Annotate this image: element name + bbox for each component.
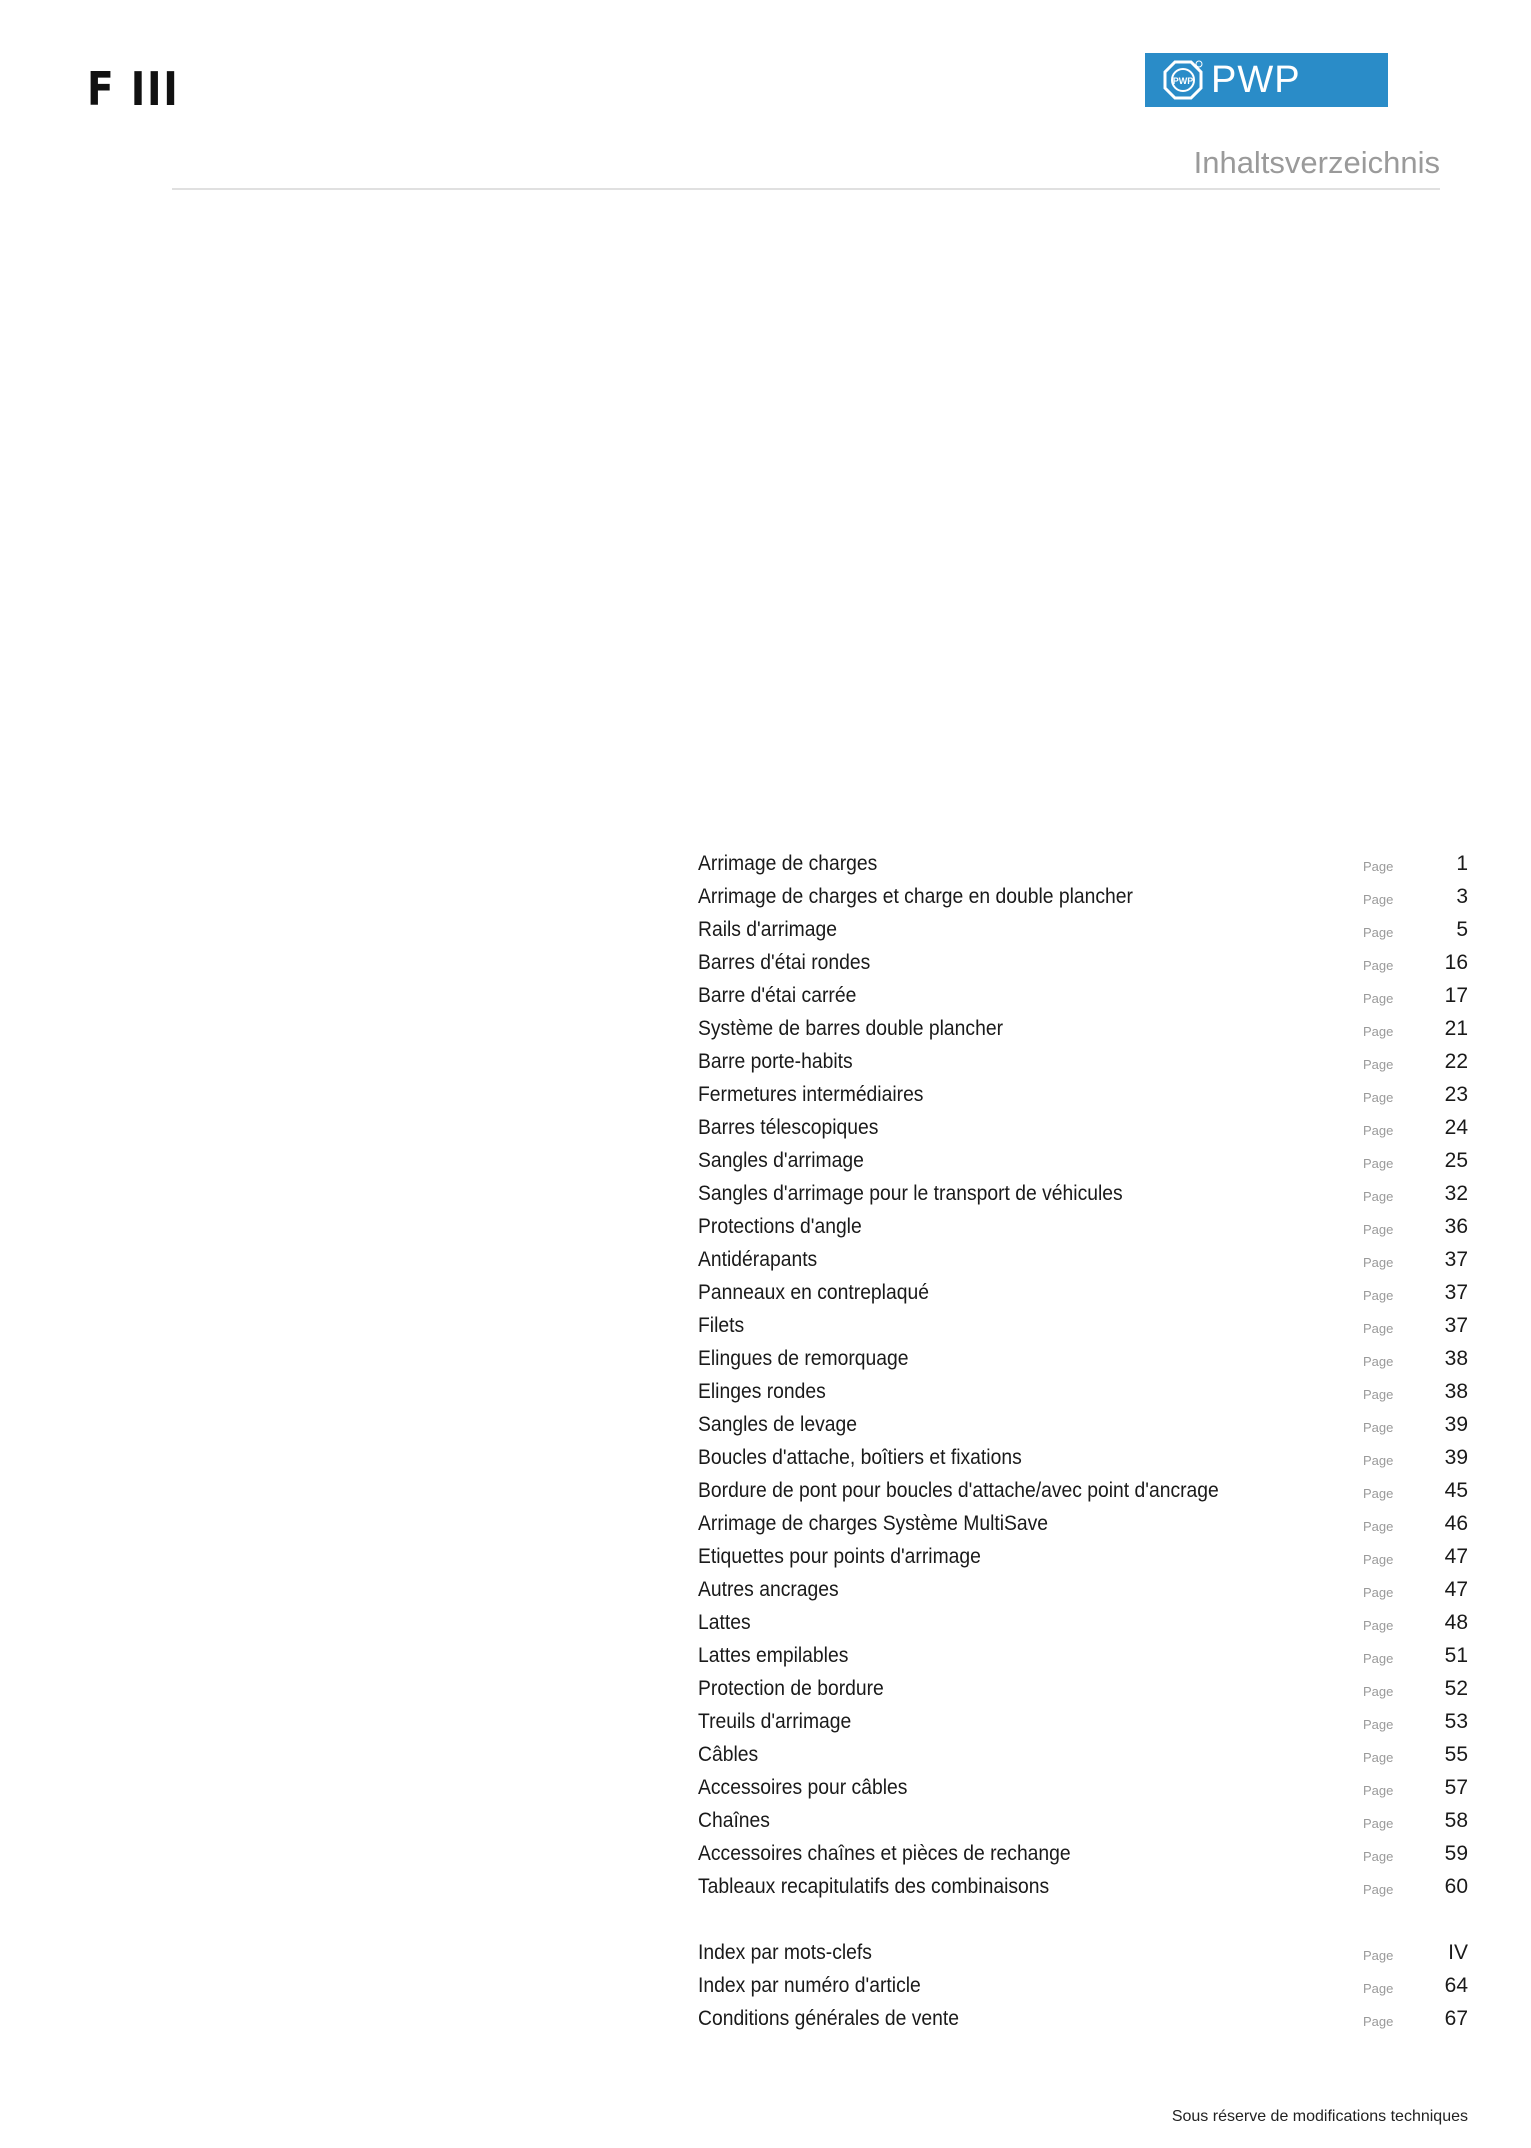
- section-title: Inhaltsverzeichnis: [1193, 145, 1440, 180]
- toc-entry: [698, 847, 1468, 880]
- header-divider: [172, 188, 1440, 190]
- toc-entry-title: Arrimage de charges Système MultiSave: [698, 1512, 1049, 1535]
- toc-entry-title: Barre d'étai carrée: [698, 984, 857, 1007]
- toc-entry: [698, 1177, 1468, 1210]
- toc-main-list: [698, 847, 1468, 1903]
- toc-page-label: Page: [1363, 1486, 1394, 1501]
- toc-entry: [698, 1309, 1468, 1342]
- toc-page-label: Page: [1363, 859, 1394, 874]
- toc-entry-title: Autres ancrages: [698, 1578, 839, 1601]
- toc-entry-title: Protection de bordure: [698, 1677, 884, 1700]
- toc-page-label: Page: [1363, 1816, 1394, 1831]
- toc-entry: [698, 1375, 1468, 1408]
- toc-page-label: Page: [1363, 1123, 1394, 1138]
- toc-page-number: 39: [1444, 1413, 1468, 1436]
- toc-page-number: 37: [1444, 1314, 1468, 1337]
- toc-page-number: 39: [1444, 1446, 1468, 1469]
- toc-entry-title: Tableaux recapitulatifs des combinaisons: [698, 1875, 1050, 1898]
- toc-page-number: 38: [1444, 1347, 1468, 1370]
- toc-entry-title: Barre porte-habits: [698, 1050, 853, 1073]
- toc-entry: [698, 1870, 1468, 1903]
- toc-page-number: 60: [1444, 1875, 1468, 1898]
- toc-entry-title: Sangles d'arrimage pour le transport de véhicules: [698, 1182, 1123, 1205]
- toc-page-label: Page: [1363, 1090, 1394, 1105]
- toc-entry-title: Barres d'étai rondes: [698, 951, 871, 974]
- toc-entry: [698, 1936, 1468, 1969]
- toc-entry: [698, 913, 1468, 946]
- toc-page-number: 57: [1444, 1776, 1468, 1799]
- toc-page-label: Page: [1363, 1981, 1394, 1996]
- toc-entry-title: Lattes empilables: [698, 1644, 849, 1667]
- toc-entry: [698, 946, 1468, 979]
- toc-entry-title: Lattes: [698, 1611, 751, 1634]
- toc-entry-title: Accessoires chaînes et pièces de rechange: [698, 1842, 1071, 1865]
- toc-page-label: Page: [1363, 1750, 1394, 1765]
- toc-entry: [698, 1078, 1468, 1111]
- toc-page-number: 38: [1444, 1380, 1468, 1403]
- toc-entry-title: Protections d'angle: [698, 1215, 862, 1238]
- toc-entry-title: Antidérapants: [698, 1248, 818, 1271]
- toc-entry: [698, 1507, 1468, 1540]
- toc-entry: [698, 1012, 1468, 1045]
- toc-entry-title: Elingues de remorquage: [698, 1347, 909, 1370]
- toc-page-number: 67: [1444, 2007, 1468, 2030]
- toc-page-number: 21: [1444, 1017, 1468, 1040]
- toc-page-label: Page: [1363, 1354, 1394, 1369]
- toc-entry-title: Accessoires pour câbles: [698, 1776, 908, 1799]
- toc-entry: [698, 1705, 1468, 1738]
- toc-page-label: Page: [1363, 1288, 1394, 1303]
- toc-entry: [698, 1804, 1468, 1837]
- toc-page-number: 48: [1444, 1611, 1468, 1634]
- toc-entry: [698, 1276, 1468, 1309]
- toc-entry: [698, 1342, 1468, 1375]
- toc-page-number: 47: [1444, 1578, 1468, 1601]
- toc-entry-title: Conditions générales de vente: [698, 2007, 960, 2030]
- toc-entry: [698, 1969, 1468, 2002]
- toc-page-label: Page: [1363, 1552, 1394, 1567]
- toc-page-number: 51: [1444, 1644, 1468, 1667]
- toc-entry: [698, 979, 1468, 1012]
- toc-entry: [698, 880, 1468, 913]
- toc-entry-title: Sangles de levage: [698, 1413, 857, 1436]
- toc-page-number: 1: [1456, 852, 1468, 875]
- toc-gap: [698, 1903, 1468, 1936]
- toc-page-number: 22: [1444, 1050, 1468, 1073]
- toc-page-number: IV: [1448, 1941, 1468, 1964]
- toc-page-number: 64: [1444, 1974, 1468, 1997]
- toc-entry-title: Câbles: [698, 1743, 759, 1766]
- toc-entry-title: Index par numéro d'article: [698, 1974, 921, 1997]
- toc-entry-title: Filets: [698, 1314, 745, 1337]
- toc-entry-title: Arrimage de charges et charge en double plancher: [698, 885, 1133, 908]
- toc-page-number: 17: [1444, 984, 1468, 1007]
- toc-page-number: 37: [1444, 1281, 1468, 1304]
- toc-page-number: 45: [1444, 1479, 1468, 1502]
- toc-index-list: [698, 1936, 1468, 2035]
- pwp-logo: [1145, 53, 1388, 107]
- toc-page-label: Page: [1363, 991, 1394, 1006]
- toc-entry-title: Système de barres double plancher: [698, 1017, 1004, 1040]
- toc-page-label: Page: [1363, 1057, 1394, 1072]
- toc-page-number: 53: [1444, 1710, 1468, 1733]
- toc-page-number: 3: [1456, 885, 1468, 908]
- toc-page-label: Page: [1363, 1024, 1394, 1039]
- toc-entry: [698, 1045, 1468, 1078]
- toc-page-label: Page: [1363, 925, 1394, 940]
- toc-page-label: Page: [1363, 1849, 1394, 1864]
- toc-page-label: Page: [1363, 1519, 1394, 1534]
- toc-entry: [698, 1573, 1468, 1606]
- toc-page-label: Page: [1363, 1156, 1394, 1171]
- toc-entry-title: Boucles d'attache, boîtiers et fixations: [698, 1446, 1022, 1469]
- toc-entry: [698, 1408, 1468, 1441]
- toc-page-label: Page: [1363, 1783, 1394, 1798]
- toc-entry-title: Barres télescopiques: [698, 1116, 879, 1139]
- toc-page-number: 46: [1444, 1512, 1468, 1535]
- toc-page-label: Page: [1363, 1255, 1394, 1270]
- toc-entry: [698, 2002, 1468, 2035]
- toc-page-label: Page: [1363, 1189, 1394, 1204]
- toc-entry: [698, 1672, 1468, 1705]
- toc-entry-title: Index par mots-clefs: [698, 1941, 872, 1964]
- toc-page-number: 37: [1444, 1248, 1468, 1271]
- toc-page-number: 47: [1444, 1545, 1468, 1568]
- toc-entry: [698, 1771, 1468, 1804]
- toc-page-label: Page: [1363, 1387, 1394, 1402]
- toc-page-label: Page: [1363, 1420, 1394, 1435]
- toc-entry-title: Panneaux en contreplaqué: [698, 1281, 929, 1304]
- toc-entry: [698, 1540, 1468, 1573]
- pwp-shield-icon: [1163, 60, 1203, 100]
- toc-entry: [698, 1243, 1468, 1276]
- toc-page-number: 23: [1444, 1083, 1468, 1106]
- toc-entry: [698, 1639, 1468, 1672]
- toc-page-number: 52: [1444, 1677, 1468, 1700]
- page-id: F III: [87, 62, 180, 116]
- toc-page-number: 32: [1444, 1182, 1468, 1205]
- toc-entry: [698, 1144, 1468, 1177]
- toc-entry-title: Rails d'arrimage: [698, 918, 837, 941]
- toc-entry: [698, 1606, 1468, 1639]
- toc-entry-title: Etiquettes pour points d'arrimage: [698, 1545, 981, 1568]
- toc-page-label: Page: [1363, 1222, 1394, 1237]
- toc-page-number: 5: [1456, 918, 1468, 941]
- toc-page-number: 55: [1444, 1743, 1468, 1766]
- toc-page-number: 24: [1444, 1116, 1468, 1139]
- toc-page-label: Page: [1363, 958, 1394, 973]
- toc-page-label: Page: [1363, 1618, 1394, 1633]
- toc-entry: [698, 1474, 1468, 1507]
- toc-page-number: 25: [1444, 1149, 1468, 1172]
- toc-page-label: Page: [1363, 1948, 1394, 1963]
- footer-note: Sous réserve de modifications techniques: [1171, 2108, 1468, 2125]
- toc-page-label: Page: [1363, 1453, 1394, 1468]
- toc-entry-title: Elinges rondes: [698, 1380, 826, 1403]
- toc-page-label: Page: [1363, 892, 1394, 907]
- logo-text: PWP: [1211, 58, 1301, 101]
- toc-page-label: Page: [1363, 1717, 1394, 1732]
- toc-entry-title: Arrimage de charges: [698, 852, 878, 875]
- toc-entry: [698, 1210, 1468, 1243]
- toc-entry-title: Chaînes: [698, 1809, 770, 1832]
- toc-page-label: Page: [1363, 1585, 1394, 1600]
- toc-entry-title: Bordure de pont pour boucles d'attache/avec point d'ancrage: [698, 1479, 1219, 1502]
- toc-entry-title: Sangles d'arrimage: [698, 1149, 864, 1172]
- toc-page-number: 36: [1444, 1215, 1468, 1238]
- toc-entry-title: Treuils d'arrimage: [698, 1710, 852, 1733]
- toc-page-label: Page: [1363, 1684, 1394, 1699]
- toc-page-label: Page: [1363, 1321, 1394, 1336]
- toc-entry-title: Fermetures intermédiaires: [698, 1083, 924, 1106]
- toc-page-label: Page: [1363, 2014, 1394, 2029]
- toc-page-number: 59: [1444, 1842, 1468, 1865]
- toc-page-number: 58: [1444, 1809, 1468, 1832]
- toc-page-label: Page: [1363, 1882, 1394, 1897]
- toc-entry: [698, 1738, 1468, 1771]
- toc-entry: [698, 1441, 1468, 1474]
- logo-mark-text: PWP: [1172, 76, 1194, 86]
- toc-entry: [698, 1837, 1468, 1870]
- toc-page-number: 16: [1444, 951, 1468, 974]
- table-of-contents: [698, 847, 1468, 2035]
- toc-page-label: Page: [1363, 1651, 1394, 1666]
- toc-entry: [698, 1111, 1468, 1144]
